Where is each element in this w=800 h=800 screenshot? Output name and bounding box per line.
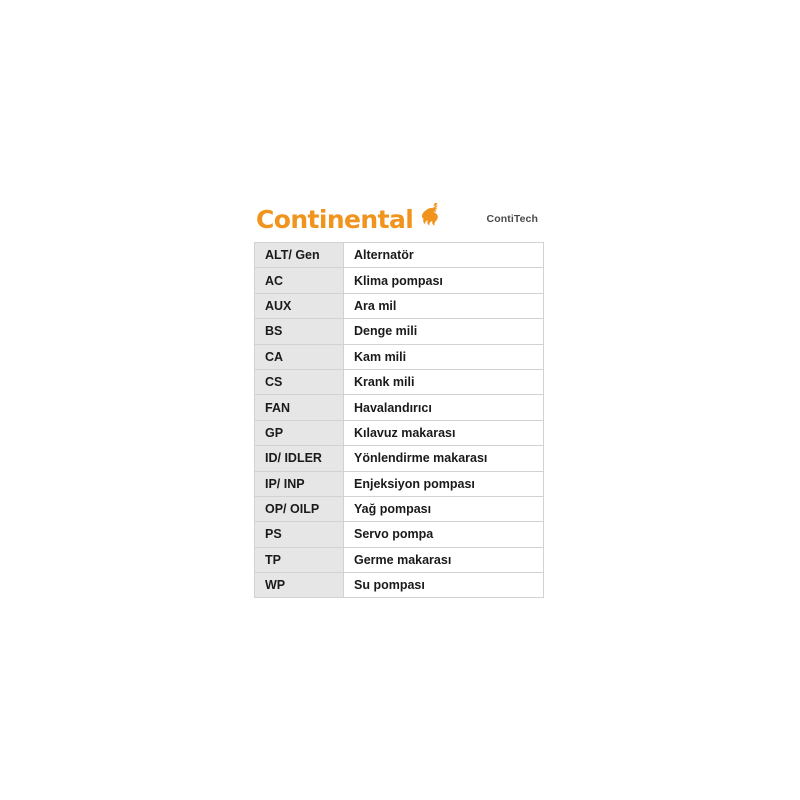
abbreviation-code: OP/ OILP xyxy=(255,496,344,521)
abbreviation-description: Enjeksiyon pompası xyxy=(344,471,544,496)
table-row xyxy=(255,471,544,496)
table-row xyxy=(255,496,544,521)
abbreviation-description: Kılavuz makarası xyxy=(344,420,544,445)
table-row xyxy=(255,420,544,445)
brand-wordmark: Continental xyxy=(256,205,414,234)
abbreviation-code: IP/ INP xyxy=(255,471,344,496)
abbreviation-description: Yağ pompası xyxy=(344,496,544,521)
table-row xyxy=(255,395,544,420)
abbreviation-table xyxy=(254,242,544,598)
abbreviation-description: Ara mil xyxy=(344,293,544,318)
table-row xyxy=(255,243,544,268)
legend-sheet xyxy=(254,198,544,598)
abbreviation-code: AUX xyxy=(255,293,344,318)
abbreviation-code: PS xyxy=(255,522,344,547)
table-row xyxy=(255,344,544,369)
table-row xyxy=(255,573,544,598)
abbreviation-description: Servo pompa xyxy=(344,522,544,547)
prancing-horse-icon xyxy=(415,203,441,233)
abbreviation-code: GP xyxy=(255,420,344,445)
abbreviation-description: Yönlendirme makarası xyxy=(344,446,544,471)
table-row xyxy=(255,446,544,471)
abbreviation-code: CA xyxy=(255,344,344,369)
abbreviation-code: CS xyxy=(255,369,344,394)
table-body xyxy=(255,243,544,598)
abbreviation-code: ALT/ Gen xyxy=(255,243,344,268)
abbreviation-code: WP xyxy=(255,573,344,598)
abbreviation-description: Denge mili xyxy=(344,319,544,344)
abbreviation-code: FAN xyxy=(255,395,344,420)
table-row xyxy=(255,293,544,318)
sub-brand-label: ContiTech xyxy=(486,213,538,225)
table-row xyxy=(255,319,544,344)
abbreviation-code: BS xyxy=(255,319,344,344)
abbreviation-description: Su pompası xyxy=(344,573,544,598)
brand-logo xyxy=(256,207,441,233)
abbreviation-description: Alternatör xyxy=(344,243,544,268)
abbreviation-description: Klima pompası xyxy=(344,268,544,293)
table-row xyxy=(255,268,544,293)
abbreviation-code: TP xyxy=(255,547,344,572)
abbreviation-description: Germe makarası xyxy=(344,547,544,572)
abbreviation-code: AC xyxy=(255,268,344,293)
brand-header xyxy=(254,198,544,242)
abbreviation-description: Havalandırıcı xyxy=(344,395,544,420)
abbreviation-description: Krank mili xyxy=(344,369,544,394)
table-row xyxy=(255,522,544,547)
table-row xyxy=(255,369,544,394)
table-row xyxy=(255,547,544,572)
abbreviation-description: Kam mili xyxy=(344,344,544,369)
abbreviation-code: ID/ IDLER xyxy=(255,446,344,471)
